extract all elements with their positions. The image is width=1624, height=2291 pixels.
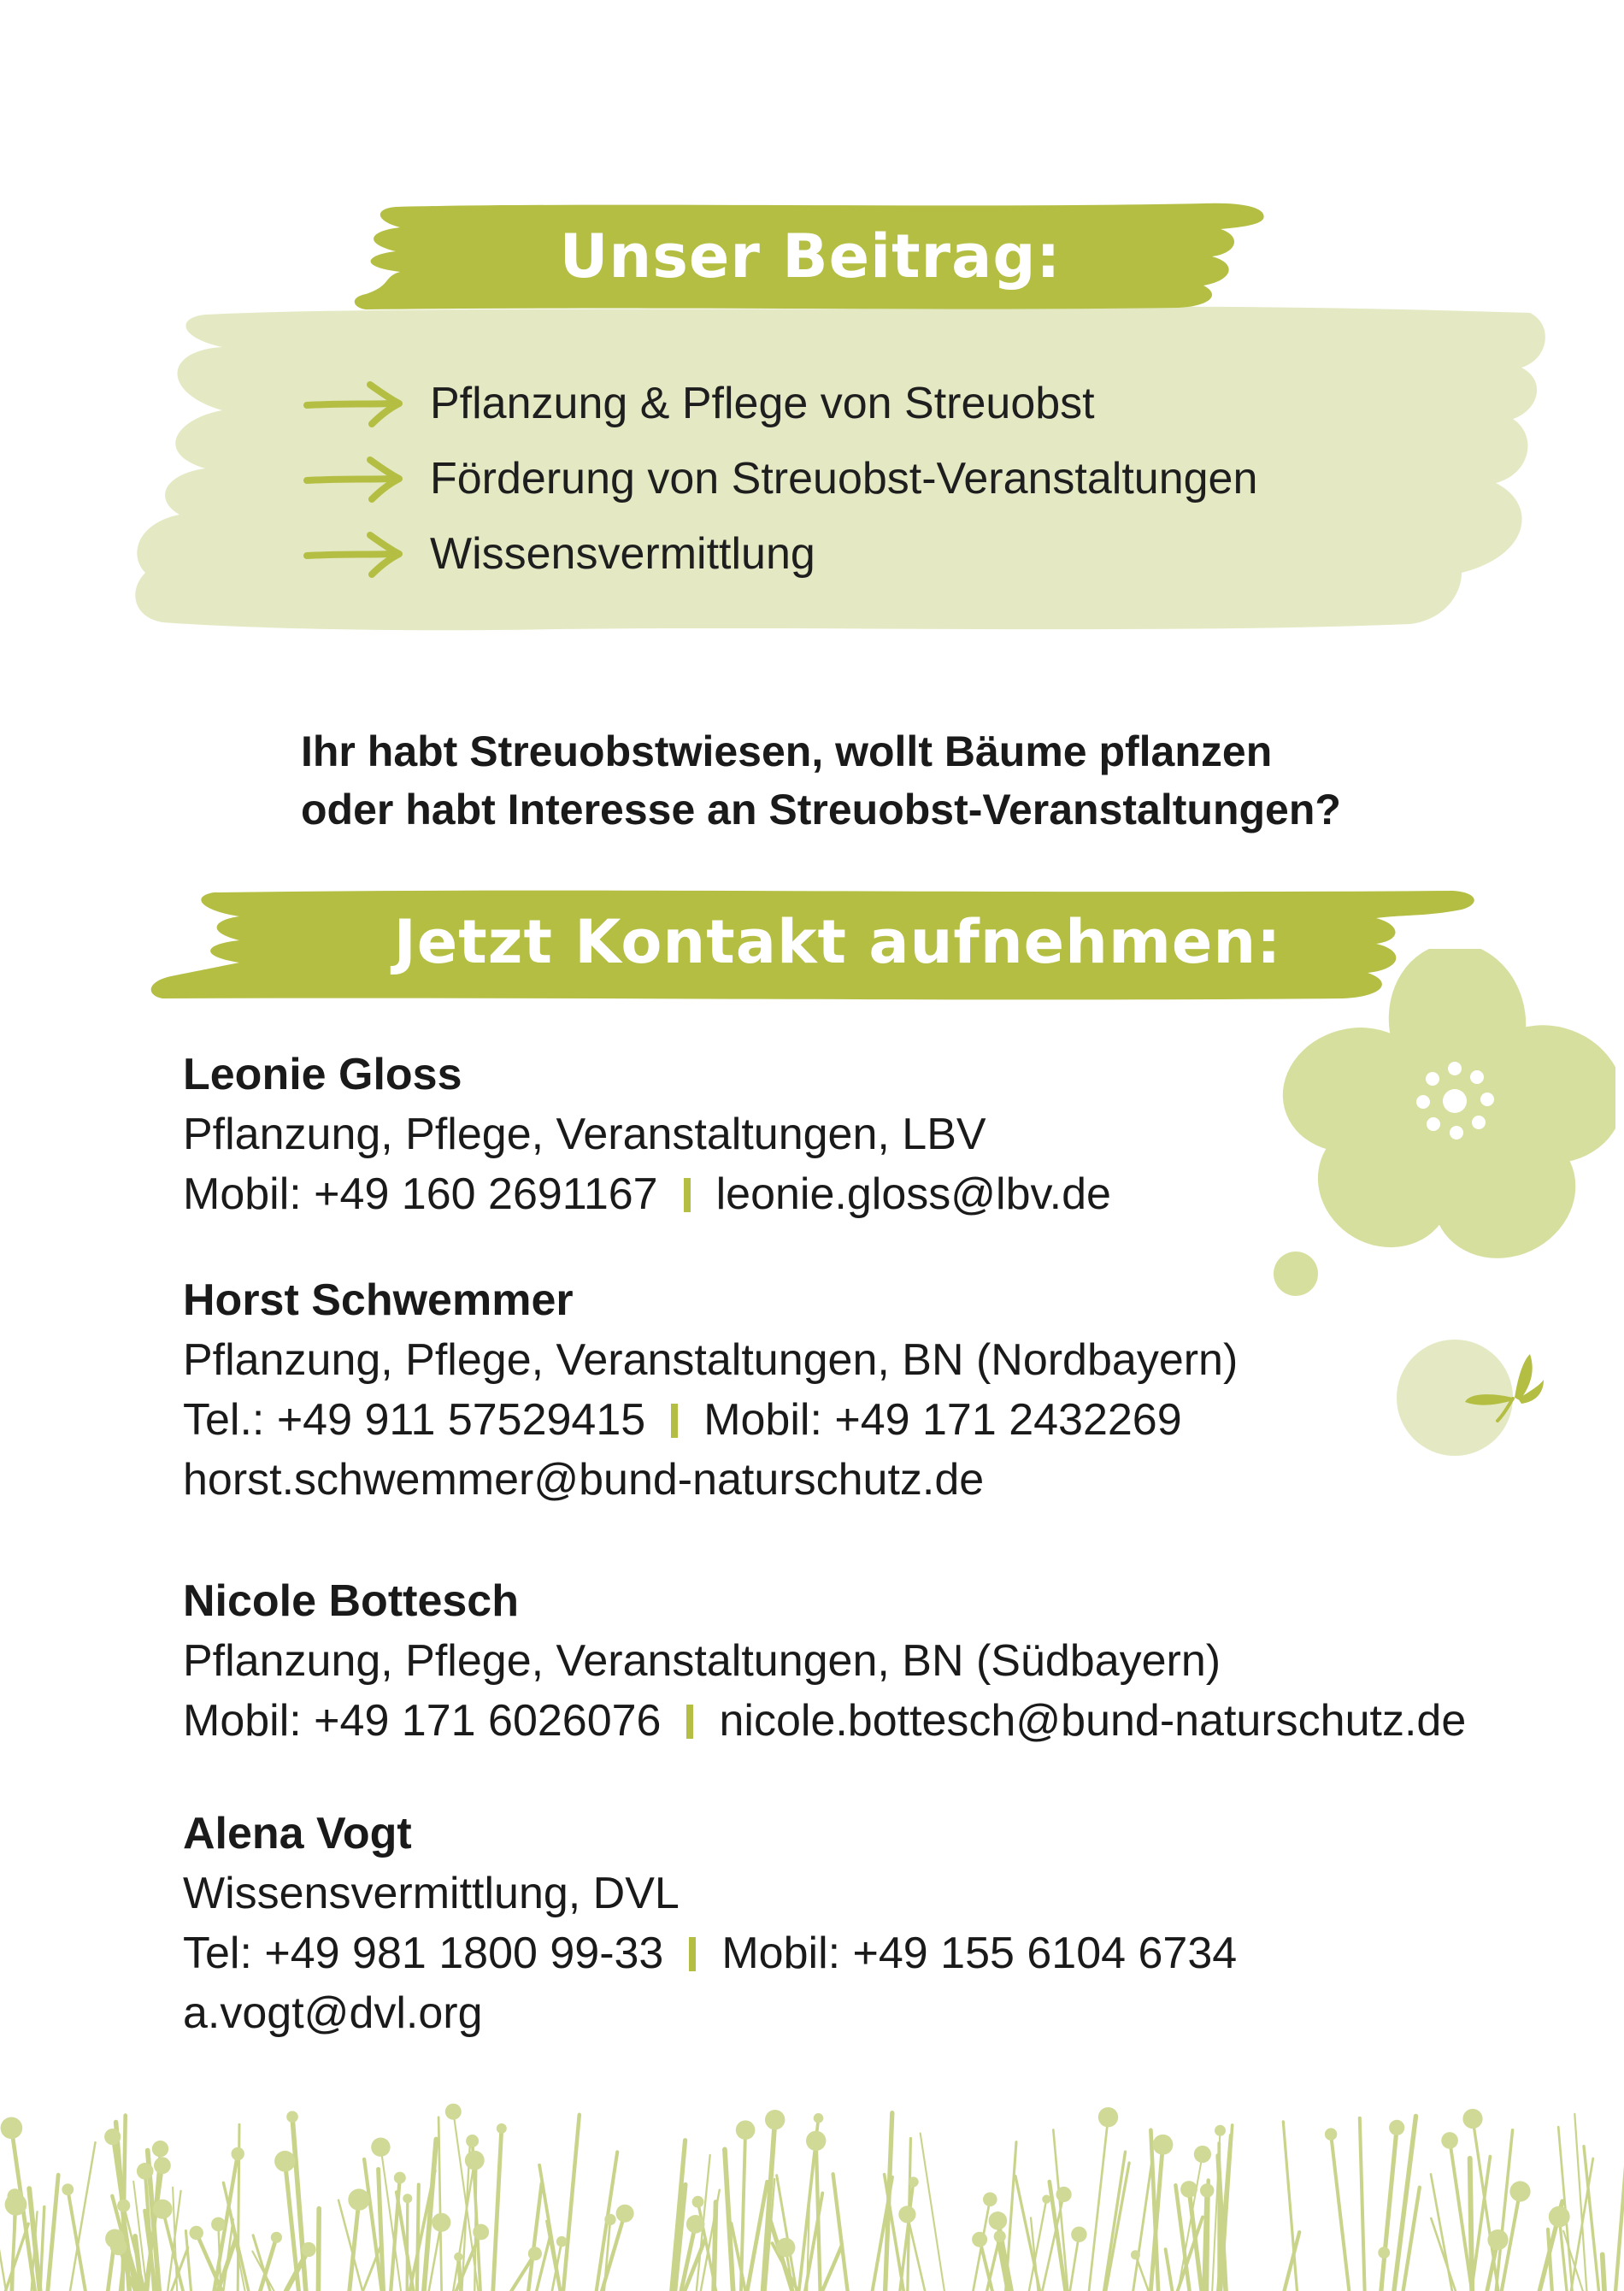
meadow-grass-icon xyxy=(0,2086,1624,2291)
contact-line xyxy=(183,1390,1238,1450)
contact-phone[interactable]: Tel.: +49 911 57529415 xyxy=(183,1395,646,1445)
arrow-right-icon xyxy=(303,528,406,580)
contact-email[interactable]: a.vogt@dvl.org xyxy=(183,1988,483,2038)
contact-name: Nicole Bottesch xyxy=(183,1576,519,1626)
beitrag-item-1 xyxy=(303,369,1095,438)
contact-card-alena xyxy=(183,1804,1237,2043)
contact-line xyxy=(183,1923,1237,1983)
contact-role: Pflanzung, Pflege, Veranstaltungen, BN (Südbayern) xyxy=(183,1636,1221,1686)
contact-role: Pflanzung, Pflege, Veranstaltungen, LBV xyxy=(183,1110,986,1159)
separator-bar xyxy=(671,1404,678,1438)
contact-mobile[interactable]: Mobil: +49 160 2691167 xyxy=(183,1169,658,1219)
separator-bar xyxy=(686,1705,693,1739)
contact-role: Pflanzung, Pflege, Veranstaltungen, BN (Nordbayern) xyxy=(183,1335,1239,1385)
contact-mobile[interactable]: Mobil: +49 171 2432269 xyxy=(703,1395,1182,1445)
beitrag-item-label: Wissensvermittlung xyxy=(430,529,815,579)
contact-mobile[interactable]: Mobil: +49 171 6026076 xyxy=(183,1696,662,1746)
arrow-right-icon xyxy=(303,453,406,504)
contact-mobile[interactable]: Mobil: +49 155 6104 6734 xyxy=(721,1929,1238,1978)
beitrag-item-2 xyxy=(303,445,1257,513)
separator-bar xyxy=(689,1937,696,1971)
contact-email[interactable]: leonie.gloss@lbv.de xyxy=(715,1169,1111,1219)
contact-card-leonie xyxy=(183,1045,1111,1224)
contact-name: Alena Vogt xyxy=(183,1809,412,1858)
beitrag-item-3 xyxy=(303,520,815,588)
beitrag-title-banner xyxy=(349,202,1272,313)
contact-email[interactable]: nicole.bottesch@bund-naturschutz.de xyxy=(719,1696,1467,1746)
question-line-2: oder habt Interesse an Streuobst-Veranstaltungen? xyxy=(301,786,1341,833)
beitrag-item-label: Pflanzung & Pflege von Streuobst xyxy=(430,379,1095,428)
contact-name: Horst Schwemmer xyxy=(183,1275,574,1325)
butterfly-icon xyxy=(1462,1351,1547,1428)
beitrag-title: Unser Beitrag: xyxy=(559,221,1062,292)
separator-bar xyxy=(684,1178,691,1212)
arrow-right-icon xyxy=(303,378,406,429)
contact-name: Leonie Gloss xyxy=(183,1050,462,1099)
question-line-1: Ihr habt Streuobstwiesen, wollt Bäume pflanzen xyxy=(301,727,1273,775)
kontakt-title: Jetzt Kontakt aufnehmen: xyxy=(393,907,1282,977)
decor-dot-small xyxy=(1272,1250,1320,1298)
contact-line xyxy=(183,1164,1111,1224)
contact-email[interactable]: horst.schwemmer@bund-naturschutz.de xyxy=(183,1455,985,1505)
contact-phone[interactable]: Tel: +49 981 1800 99-33 xyxy=(183,1929,664,1978)
beitrag-item-label: Förderung von Streuobst-Veranstaltungen xyxy=(430,454,1258,504)
flower-icon xyxy=(1274,949,1615,1265)
contact-card-horst xyxy=(183,1270,1238,1510)
contact-role: Wissensvermittlung, DVL xyxy=(183,1869,680,1918)
question-text xyxy=(301,722,1341,839)
contact-card-nicole xyxy=(183,1571,1466,1751)
contact-line xyxy=(183,1691,1466,1751)
